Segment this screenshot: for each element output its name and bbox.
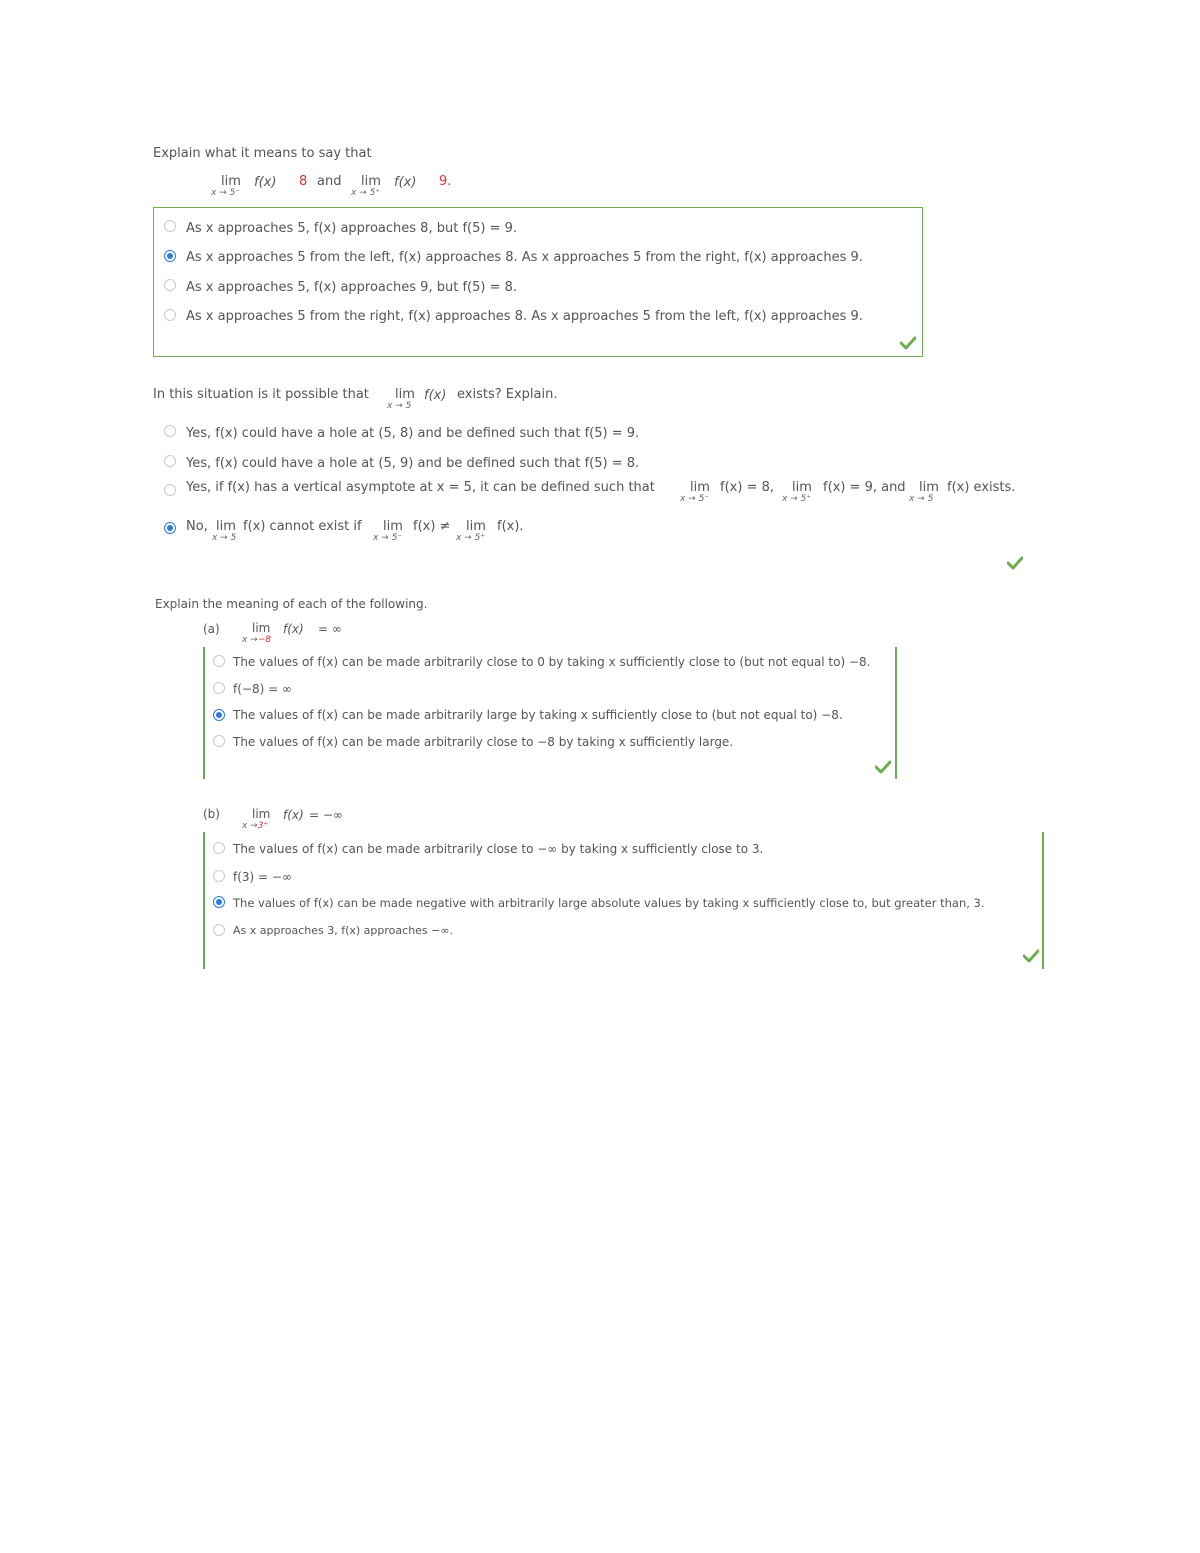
q2-fx: f(x): [424, 388, 447, 403]
part-b-option-label: The values of f(x) can be made negative with arbitrarily large absolute values by taking x sufficiently close to, but greater than, 3.: [233, 896, 985, 910]
lim-subscript: x → 5: [909, 494, 934, 504]
q2-option-label: Yes, if f(x) has a vertical asymptote at x = 5, it can be defined such that: [186, 480, 655, 495]
q2-option-label: No,: [186, 519, 208, 534]
q1-option-label: As x approaches 5, f(x) approaches 9, but f(5) = 8.: [186, 280, 517, 295]
q1-right-fx: f(x): [394, 175, 417, 190]
lim-subscript: [242, 821, 268, 831]
part-b-option-label: As x approaches 3, f(x) approaches −∞.: [233, 924, 454, 937]
option-text: f(x) ≠: [413, 519, 451, 534]
lim-word: lim: [252, 621, 271, 635]
q2-prompt: In this situation is it possible that: [153, 387, 369, 402]
radio-button-selected[interactable]: [213, 896, 225, 908]
radio-button-selected[interactable]: [213, 709, 225, 721]
lim-word: lim: [216, 519, 236, 534]
option-text: f(x) = 9, and: [823, 480, 906, 495]
radio-button[interactable]: [213, 870, 225, 882]
lim-subscript: x → 5⁺: [351, 188, 381, 198]
q2-option-label: Yes, f(x) could have a hole at (5, 8) and be defined such that f(5) = 9.: [186, 426, 640, 441]
q1-left-value: 8: [299, 174, 308, 189]
lim-word: lim: [221, 174, 241, 189]
option-text: f(x) exists.: [947, 480, 1016, 495]
lim-word: lim: [792, 480, 812, 495]
part-b-fx: f(x): [283, 808, 304, 822]
lim-word: lim: [395, 387, 415, 402]
lim-subscript-var: x →: [242, 635, 258, 645]
lim-word: lim: [690, 480, 710, 495]
q2-prompt-end: exists? Explain.: [457, 387, 558, 402]
lim-subscript: x → 5⁺: [456, 533, 486, 543]
part-b-option-label: f(3) = −∞: [233, 870, 292, 884]
option-text: f(x).: [497, 519, 524, 534]
part-a-answer-box-left: [203, 647, 205, 779]
part-a-tag: (a): [203, 622, 220, 636]
part-a-option-label: f(−8) = ∞: [233, 682, 292, 696]
lim-word: lim: [383, 519, 403, 534]
lim-subscript: [242, 635, 271, 645]
radio-button-selected[interactable]: [164, 522, 176, 534]
check-icon: [1023, 949, 1039, 963]
radio-button[interactable]: [164, 220, 176, 232]
radio-button[interactable]: [164, 309, 176, 321]
q1-option-label: As x approaches 5 from the right, f(x) approaches 8. As x approaches 5 from the left, f(x) approaches 9.: [186, 309, 863, 324]
part-a-option-label: The values of f(x) can be made arbitrarily close to 0 by taking x sufficiently close to (but not equal to) −8.: [233, 655, 871, 669]
q1-right-value: 9.: [439, 174, 452, 189]
q1-prompt: Explain what it means to say that: [153, 146, 372, 161]
lim-subscript-var: x →: [242, 821, 258, 831]
radio-button[interactable]: [164, 425, 176, 437]
lim-word: lim: [466, 519, 486, 534]
lim-subscript: x → 5⁻: [211, 188, 241, 198]
radio-button[interactable]: [213, 735, 225, 747]
lim-word: lim: [252, 807, 271, 821]
lim-word: lim: [361, 174, 381, 189]
lim-subscript: x → 5⁻: [373, 533, 403, 543]
option-text: f(x) cannot exist if: [243, 519, 362, 534]
part-a-option-label: The values of f(x) can be made arbitrarily large by taking x sufficiently close to (but not equal to) −8.: [233, 708, 843, 722]
radio-button[interactable]: [213, 655, 225, 667]
radio-button[interactable]: [213, 682, 225, 694]
q2-option-label: Yes, f(x) could have a hole at (5, 9) and be defined such that f(5) = 8.: [186, 456, 640, 471]
lim-subscript: x → 5⁻: [680, 494, 710, 504]
radio-button[interactable]: [164, 484, 176, 496]
part-b-option-label: The values of f(x) can be made arbitrarily close to −∞ by taking x sufficiently close to 3.: [233, 842, 764, 856]
part-a-rhs: = ∞: [318, 622, 342, 636]
lim-subscript: x → 5: [387, 401, 412, 411]
radio-button-selected[interactable]: [164, 250, 176, 262]
lim-word: lim: [919, 480, 939, 495]
lim-subscript: x → 5: [212, 533, 237, 543]
q1-left-fx: f(x): [254, 175, 277, 190]
check-icon: [900, 336, 916, 350]
q1-and: and: [317, 174, 342, 189]
radio-button[interactable]: [213, 842, 225, 854]
lim-subscript-value: −8: [257, 635, 272, 645]
part-a-fx: f(x): [283, 622, 304, 636]
part-b-answer-box-left: [203, 832, 205, 969]
radio-button[interactable]: [164, 279, 176, 291]
q1-option-label: As x approaches 5, f(x) approaches 8, but f(5) = 9.: [186, 221, 517, 236]
part-b-tag: (b): [203, 807, 220, 821]
radio-button[interactable]: [213, 924, 225, 936]
check-icon: [875, 760, 891, 774]
check-icon: [1007, 556, 1023, 570]
option-text: f(x) = 8,: [720, 480, 774, 495]
part-b-rhs: = −∞: [309, 808, 343, 822]
radio-button[interactable]: [164, 455, 176, 467]
lim-subscript-value: 3⁺: [257, 821, 269, 831]
q1-option-label: As x approaches 5 from the left, f(x) approaches 8. As x approaches 5 from the right, f(x) approaches 9.: [186, 250, 863, 265]
part-a-option-label: The values of f(x) can be made arbitrarily close to −8 by taking x sufficiently large.: [233, 735, 734, 749]
q3-prompt: Explain the meaning of each of the following.: [155, 597, 428, 611]
lim-subscript: x → 5⁺: [782, 494, 812, 504]
